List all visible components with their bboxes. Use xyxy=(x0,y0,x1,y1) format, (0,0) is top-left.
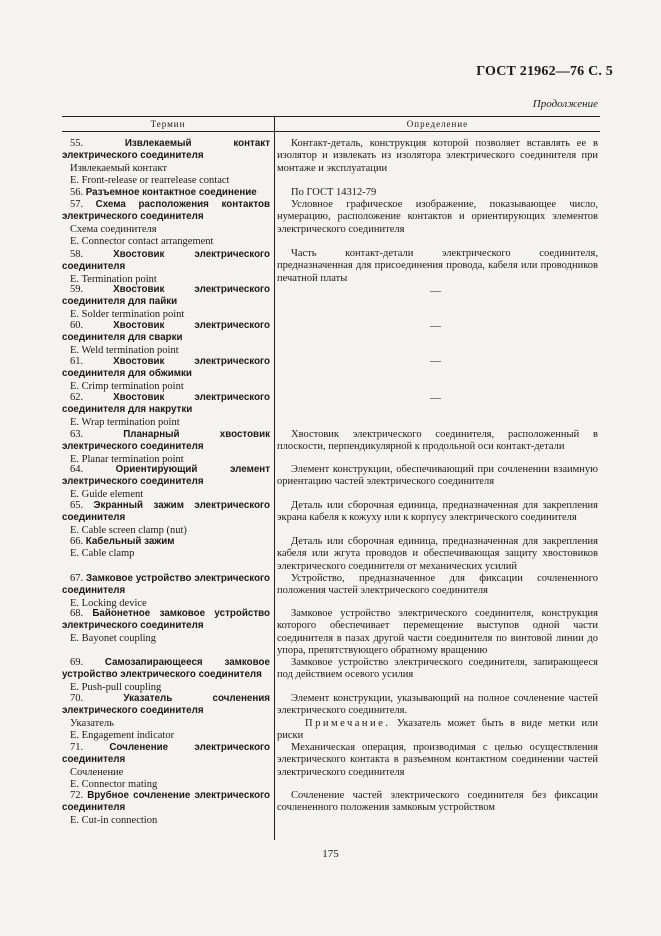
definition-63: Хвостовик электрического соединителя, расположенный в плоскости, перпендикулярной к продольной оси контакт-детали xyxy=(277,429,598,453)
term-english: E. Weld termination point xyxy=(70,344,179,356)
definition-67: Устройство, предназначенное для фиксации сочлененного положения частей электрического соединителя xyxy=(277,573,598,597)
term-title: Планарный хвостовик электрического соединителя xyxy=(62,429,270,453)
term-english: E. Wrap termination point xyxy=(70,416,180,428)
term-number: 69. xyxy=(70,657,84,668)
term-number: 58. xyxy=(70,249,84,260)
term-number: 72. xyxy=(70,790,84,801)
term-title: Схема расположения контактов электрического соединителя xyxy=(62,199,270,223)
term-english: E. Planar termination point xyxy=(70,453,184,465)
term-english: E. Push-pull coupling xyxy=(70,681,162,693)
definition-65: Деталь или сборочная единица, предназначенная для закрепления экрана кабеля к кожуху или к корпусу электрического соединителя xyxy=(277,500,598,524)
term-number: 56. xyxy=(70,187,84,198)
definition-71: Механическая операция, производимая с целью осуществления электрического контакта в разъемном контактном соединении частей электрического соединителя xyxy=(277,742,598,778)
term-synonym: Схема соединителя xyxy=(70,223,157,235)
definition-60-dash: — xyxy=(430,320,441,332)
definition-69: Замковое устройство электрического соединителя, запирающееся под действием осевого усилия xyxy=(277,657,598,681)
term-number: 66. xyxy=(70,536,84,547)
term-synonym: Указатель xyxy=(70,717,114,729)
definition-59-dash: — xyxy=(430,285,441,297)
term-title: Ориентирующий элемент электрического соединителя xyxy=(62,464,271,488)
term-title: Байонетное замковое устройство электрического соединителя xyxy=(62,608,270,632)
definition-61-dash: — xyxy=(430,355,441,367)
document-header: ГОСТ 21962—76 С. 5 xyxy=(476,64,613,79)
term-title: Извлекаемый контакт электрического соединителя xyxy=(62,138,270,162)
terms-column-header: Термин xyxy=(150,119,186,129)
term-synonym: Извлекаемый контакт xyxy=(70,162,168,174)
term-english: E. Cut-in connection xyxy=(70,814,158,826)
definition-62-dash: — xyxy=(430,392,441,404)
term-english: E. Solder termination point xyxy=(70,308,185,320)
continued-label: Продолжение xyxy=(532,98,598,110)
term-english: E. Crimp termination point xyxy=(70,380,184,392)
term-english: E. Connector mating xyxy=(70,778,158,790)
term-english: E. Locking device xyxy=(70,597,147,609)
term-english: E. Connector contact arrangement xyxy=(70,235,214,247)
term-title: Экранный зажим электрического соединителя xyxy=(62,500,270,524)
term-title: Врубное сочленение электрического соединителя xyxy=(62,790,271,814)
term-title: Хвостовик электрического соединителя для накрутки xyxy=(62,392,270,416)
term-title: Замковое устройство электрического соединителя xyxy=(62,573,270,597)
term-number: 65. xyxy=(70,500,84,511)
term-title: Разъемное контактное соединение xyxy=(85,187,257,198)
term-title: Хвостовик электрического соединителя xyxy=(62,249,270,273)
definition-70: Элемент конструкции, указывающий на полное сочленение частей электрического соединителя. Примечание. Указатель может быть в виде метки или риски xyxy=(277,693,598,741)
term-number: 57. xyxy=(70,199,84,210)
term-english: E. Bayonet coupling xyxy=(70,632,157,644)
term-english: E. Front-release or rearrelease contact xyxy=(70,174,230,186)
note-text: Указатель может быть в виде метки или риски xyxy=(277,717,598,741)
term-english: E. Termination point xyxy=(70,273,157,285)
definition-68: Замковое устройство электрического соединителя, конструкция которого обеспечивает перемещение выступов одной части соединителя в пазах другой части соединителя по винтовой линии до упора, препятствующего обратному вращению xyxy=(277,608,598,656)
definition-58: Часть контакт-детали электрического соединителя, предназначенная для присоединения провода, кабеля или проводников печатной платы xyxy=(277,248,598,284)
note-label: Примечание. xyxy=(305,717,391,729)
term-synonym: Сочленение xyxy=(70,766,124,778)
term-number: 55. xyxy=(70,138,84,149)
definitions-column-header: Определение xyxy=(406,119,469,129)
term-number: 60. xyxy=(70,320,84,331)
definition-72: Сочленение частей электрического соединителя без фиксации сочлененного положения замковым устройством xyxy=(277,790,598,814)
term-title: Хвостовик электрического соединителя для обжимки xyxy=(62,356,270,380)
term-title: Сочленение электрического соединителя xyxy=(62,742,270,766)
term-number: 70. xyxy=(70,693,84,704)
term-number: 71. xyxy=(70,742,84,753)
term-english: E. Guide element xyxy=(70,488,144,500)
term-number: 64. xyxy=(70,464,84,475)
term-title: Указатель сочленения электрического соединителя xyxy=(62,693,270,717)
definition-66: Деталь или сборочная единица, предназначенная для закрепления кабеля или жгута проводов и обеспечивающая защиту хвостовиков электрического соединителя от механических усилий xyxy=(277,536,598,572)
definition-56: По ГОСТ 14312-79 xyxy=(291,187,377,198)
definition-64: Элемент конструкции, обеспечивающий при сочленении взаимную ориентацию частей электрического соединителя xyxy=(277,464,598,488)
term-number: 62. xyxy=(70,392,84,403)
term-title: Хвостовик электрического соединителя для сварки xyxy=(62,320,270,344)
definition-55: Контакт-деталь, конструкция которой позволяет вставлять ее в изолятор и извлекать из изолятора электрического соединителя при монтаже и эксплуатации xyxy=(277,138,598,174)
term-english: E. Engagement indicator xyxy=(70,729,175,741)
term-english: E. Cable clamp xyxy=(70,548,135,560)
definition-57: Условное графическое изображение, показывающее число, нумерацию, расположение контактов и ориентирующих элементов электрического соединителя xyxy=(277,199,598,235)
term-number: 61. xyxy=(70,356,84,367)
term-number: 59. xyxy=(70,284,84,295)
term-title: Кабельный зажим xyxy=(85,536,175,547)
term-number: 67. xyxy=(70,573,84,584)
term-title: Хвостовик электрического соединителя для пайки xyxy=(62,284,270,308)
term-number: 63. xyxy=(70,429,84,440)
term-number: 68. xyxy=(70,608,84,619)
term-title: Самозапирающееся замковое устройство электрического соединителя xyxy=(62,657,270,681)
page-number: 175 xyxy=(322,848,339,860)
term-english: E. Cable screen clamp (nut) xyxy=(70,524,187,536)
